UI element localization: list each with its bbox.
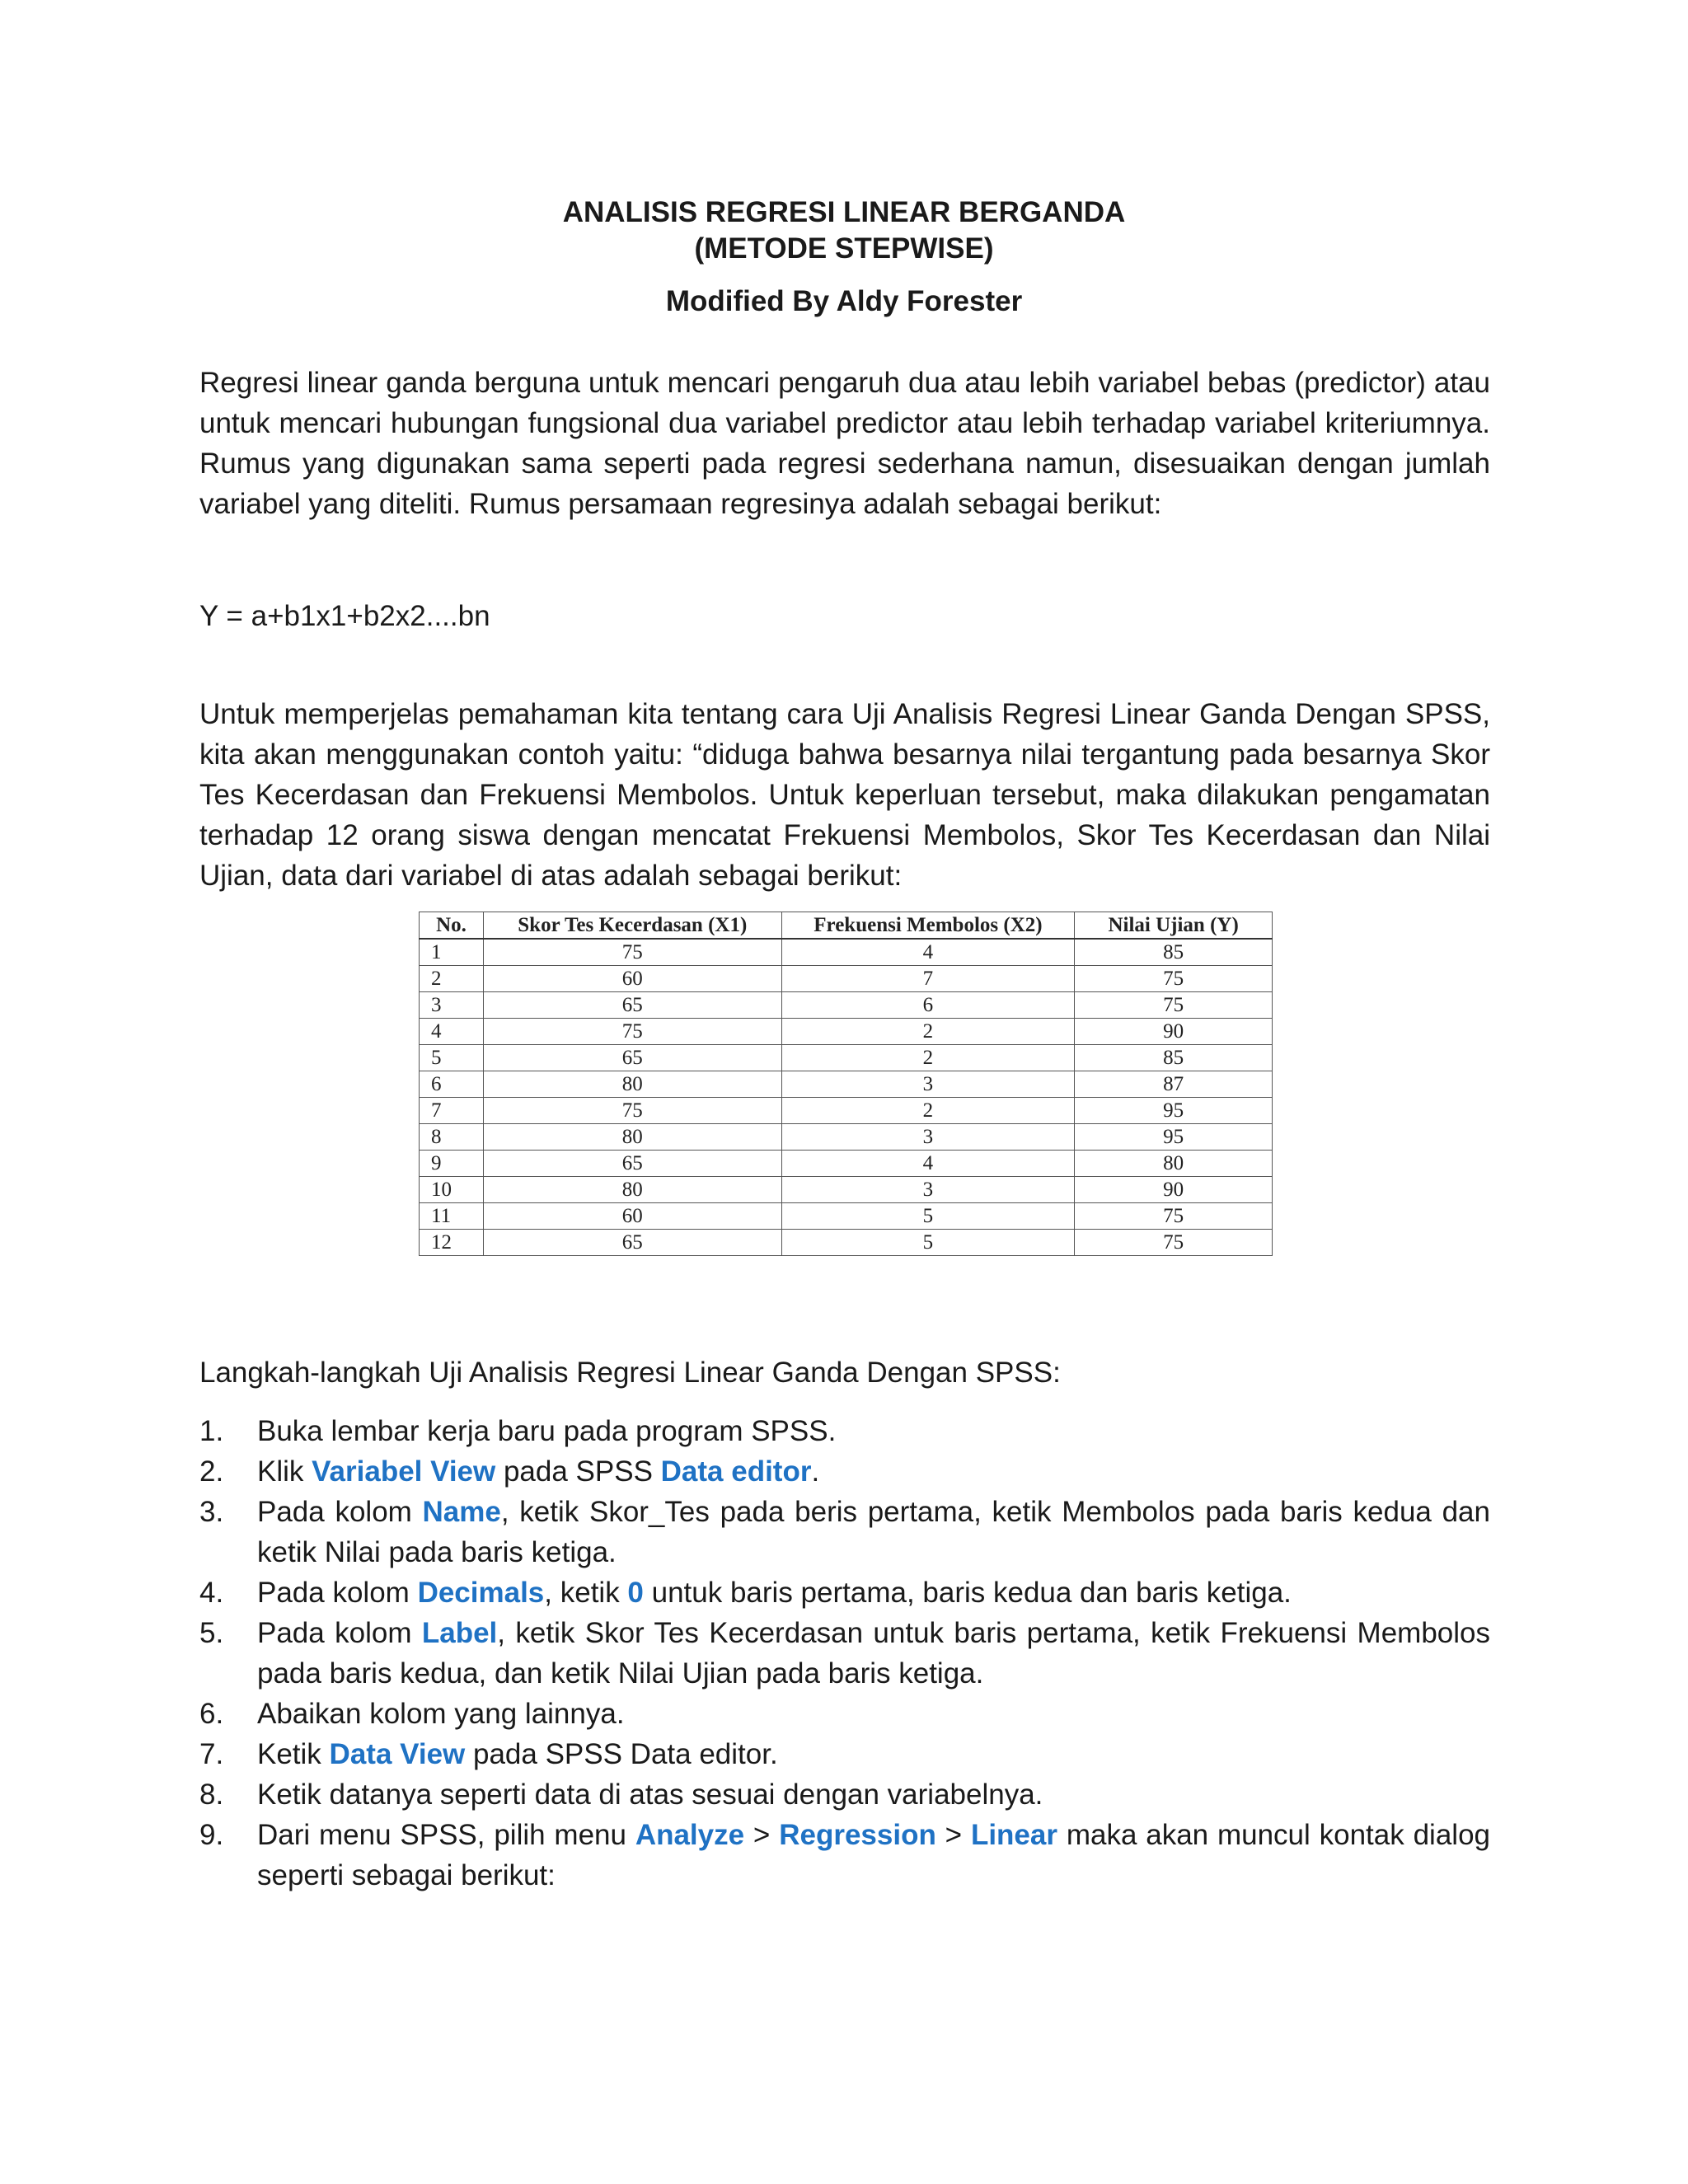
step-keyword: Analyze — [635, 1819, 745, 1851]
step-item — [199, 1451, 1490, 1492]
step-text: pada SPSS Data editor. — [465, 1738, 778, 1770]
table-cell: 90 — [1075, 1177, 1273, 1203]
table-cell: 3 — [420, 992, 484, 1019]
step-text: Pada kolom — [257, 1617, 422, 1649]
table-cell: 4 — [420, 1019, 484, 1045]
table-cell: 65 — [483, 992, 781, 1019]
table-row — [420, 992, 1273, 1019]
step-keyword: Decimals — [417, 1577, 545, 1609]
data-table — [419, 912, 1273, 1256]
table-cell: 2 — [781, 1045, 1075, 1071]
table-row — [420, 939, 1273, 966]
table-cell: 65 — [483, 1045, 781, 1071]
steps-intro: Langkah-langkah Uji Analisis Regresi Linear Ganda Dengan SPSS: — [199, 1357, 1061, 1389]
table-cell: 6 — [420, 1071, 484, 1098]
step-number: 1. — [199, 1415, 224, 1447]
step-text: Klik — [257, 1455, 312, 1488]
step-text: > — [744, 1819, 780, 1851]
table-cell: 11 — [420, 1203, 484, 1230]
table-cell: 75 — [483, 1019, 781, 1045]
step-item — [199, 1815, 1490, 1896]
table-cell: 10 — [420, 1177, 484, 1203]
step-number: 5. — [199, 1617, 224, 1649]
table-cell: 2 — [420, 966, 484, 992]
table-cell: 3 — [781, 1071, 1075, 1098]
intro-paragraph: Regresi linear ganda berguna untuk mencari pengaruh dua atau lebih variabel bebas (predictor) atau untuk mencari hubungan fungsional dua variabel predictor atau lebih terhadap variabel kriteriumnya. Rumus yang digunakan sama seperti pada regresi sederhana namun, disesuaikan dengan jumlah variabel yang diteliti. Rumus persamaan regresinya adalah sebagai berikut: — [199, 367, 1490, 520]
table-row — [420, 1151, 1273, 1177]
table-cell: 75 — [1075, 1230, 1273, 1256]
table-row — [420, 1045, 1273, 1071]
step-number: 3. — [199, 1496, 224, 1528]
table-row — [420, 1019, 1273, 1045]
step-item — [199, 1774, 1490, 1815]
table-cell: 8 — [420, 1124, 484, 1151]
step-number: 2. — [199, 1455, 224, 1488]
step-text: Ketik datanya seperti data di atas sesuai dengan variabelnya. — [257, 1779, 1043, 1811]
step-keyword: Data View — [329, 1738, 466, 1770]
table-row — [420, 1071, 1273, 1098]
step-text: , ketik — [544, 1577, 628, 1609]
table-row — [420, 1230, 1273, 1256]
table-cell: 80 — [1075, 1151, 1273, 1177]
step-text: Abaikan kolom yang lainnya. — [257, 1698, 625, 1730]
title-block — [0, 194, 1688, 320]
table-header-cell: Nilai Ujian (Y) — [1075, 912, 1273, 940]
step-number: 4. — [199, 1577, 224, 1609]
table-cell: 5 — [781, 1203, 1075, 1230]
table-row — [420, 1177, 1273, 1203]
table-row — [420, 1124, 1273, 1151]
step-number: 9. — [199, 1819, 224, 1851]
table-cell: 80 — [483, 1124, 781, 1151]
document-title-line2: (METODE STEPWISE) — [694, 232, 994, 265]
step-text: Ketik — [257, 1738, 330, 1770]
table-header-cell: No. — [420, 912, 484, 940]
step-text: . — [811, 1455, 820, 1488]
step-text: > — [935, 1819, 971, 1851]
table-cell: 7 — [420, 1098, 484, 1124]
step-item — [199, 1572, 1490, 1613]
table-cell: 7 — [781, 966, 1075, 992]
table-row — [420, 1203, 1273, 1230]
step-text: untuk baris pertama, baris kedua dan baris ketiga. — [643, 1577, 1292, 1609]
step-item — [199, 1613, 1490, 1694]
step-keyword: Variabel View — [312, 1455, 496, 1488]
table-cell: 6 — [781, 992, 1075, 1019]
step-keyword: Data editor — [660, 1455, 812, 1488]
table-cell: 75 — [483, 939, 781, 966]
step-text: Dari menu SPSS, pilih menu — [257, 1819, 635, 1851]
table-cell: 95 — [1075, 1098, 1273, 1124]
step-keyword: Linear — [970, 1819, 1057, 1851]
regression-formula: Y = a+b1x1+b2x2....bn — [199, 600, 490, 632]
table-cell: 4 — [781, 1151, 1075, 1177]
table-cell: 2 — [781, 1098, 1075, 1124]
steps-list — [199, 1411, 1490, 1896]
table-cell: 90 — [1075, 1019, 1273, 1045]
step-text: maka akan muncul kontak dialog seperti sebagai berikut: — [257, 1819, 1490, 1891]
step-item — [199, 1694, 1490, 1734]
step-keyword: Name — [422, 1496, 501, 1528]
step-number: 8. — [199, 1779, 224, 1811]
table-cell: 60 — [483, 1203, 781, 1230]
step-item — [199, 1734, 1490, 1774]
document-subtitle: Modified By Aldy Forester — [665, 285, 1023, 317]
step-text: Buka lembar kerja baru pada program SPSS. — [257, 1415, 837, 1447]
table-cell: 75 — [1075, 992, 1273, 1019]
step-text: , ketik Skor_Tes pada beris pertama, ketik Membolos pada baris kedua dan ketik Nilai pada baris ketiga. — [257, 1496, 1490, 1568]
table-header-cell: Frekuensi Membolos (X2) — [781, 912, 1075, 940]
table-cell: 85 — [1075, 939, 1273, 966]
step-item — [199, 1492, 1490, 1572]
table-cell: 75 — [1075, 1203, 1273, 1230]
step-item — [199, 1411, 1490, 1451]
table-cell: 5 — [420, 1045, 484, 1071]
table-cell: 80 — [483, 1071, 781, 1098]
table-cell: 2 — [781, 1019, 1075, 1045]
table-cell: 3 — [781, 1177, 1075, 1203]
table-cell: 87 — [1075, 1071, 1273, 1098]
table-header-cell: Skor Tes Kecerdasan (X1) — [483, 912, 781, 940]
step-text: Pada kolom — [257, 1496, 423, 1528]
step-keyword: Label — [421, 1617, 498, 1649]
table-cell: 75 — [483, 1098, 781, 1124]
table-cell: 80 — [483, 1177, 781, 1203]
table-cell: 4 — [781, 939, 1075, 966]
step-number: 6. — [199, 1698, 224, 1730]
table-cell: 60 — [483, 966, 781, 992]
table-cell: 3 — [781, 1124, 1075, 1151]
table-cell: 12 — [420, 1230, 484, 1256]
table-row — [420, 966, 1273, 992]
table-cell: 75 — [1075, 966, 1273, 992]
table-row — [420, 1098, 1273, 1124]
step-text: pada SPSS — [495, 1455, 661, 1488]
table-cell: 65 — [483, 1151, 781, 1177]
table-cell: 9 — [420, 1151, 484, 1177]
table-header-row — [420, 912, 1273, 940]
table-cell: 85 — [1075, 1045, 1273, 1071]
table-cell: 1 — [420, 939, 484, 966]
step-keyword: Regression — [779, 1819, 936, 1851]
step-text: Pada kolom — [257, 1577, 418, 1609]
step-text: , ketik Skor Tes Kecerdasan untuk baris pertama, ketik Frekuensi Membolos pada baris kedua, dan ketik Nilai Ujian pada baris ketiga. — [257, 1617, 1490, 1690]
table-cell: 65 — [483, 1230, 781, 1256]
step-keyword: 0 — [627, 1577, 644, 1609]
document-title-line1: ANALISIS REGRESI LINEAR BERGANDA — [562, 196, 1126, 228]
example-paragraph: Untuk memperjelas pemahaman kita tentang cara Uji Analisis Regresi Linear Ganda Dengan SPSS, kita akan menggunakan contoh yaitu: “diduga bahwa besarnya nilai tergantung pada besarnya Skor Tes Kecerdasan dan Frekuensi Membolos. Untuk keperluan tersebut, maka dilakukan pengamatan terhadap 12 orang siswa dengan mencatat Frekuensi Membolos, Skor Tes Kecerdasan dan Nilai Ujian, data dari variabel di atas adalah sebagai berikut: — [199, 698, 1490, 892]
table-cell: 5 — [781, 1230, 1075, 1256]
table-cell: 95 — [1075, 1124, 1273, 1151]
step-number: 7. — [199, 1738, 224, 1770]
